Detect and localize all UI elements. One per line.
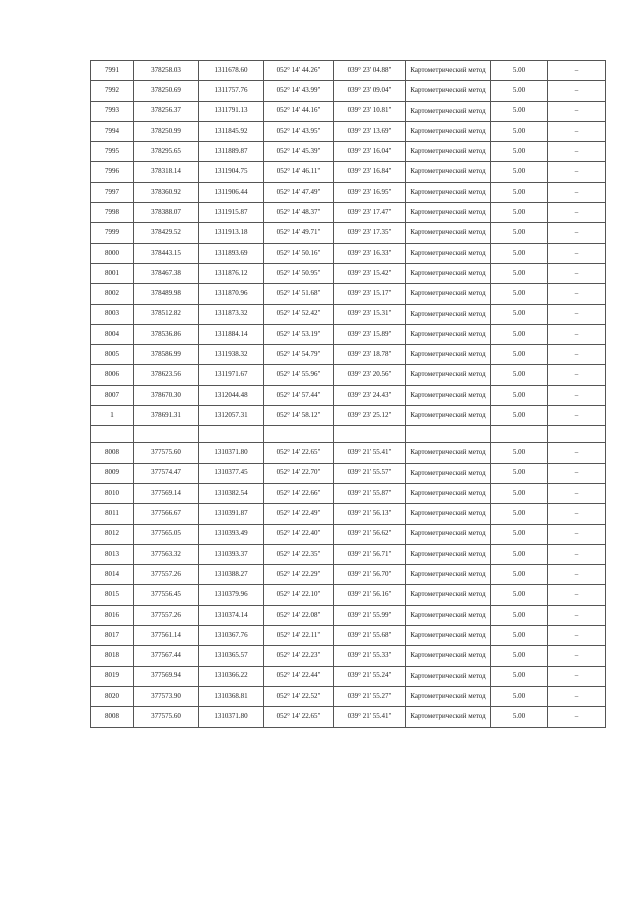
y-coordinate-cell: 1310393.49 (199, 524, 264, 544)
latitude-cell: 052° 14' 22.11" (264, 626, 334, 646)
longitude-cell: 039° 23' 25.12" (334, 406, 406, 426)
latitude-cell: 052° 14' 43.99" (264, 81, 334, 101)
y-coordinate-cell: 1311873.32 (199, 304, 264, 324)
accuracy-cell: 5.00 (491, 162, 548, 182)
longitude-cell: 039° 23' 15.42" (334, 263, 406, 283)
point-number-cell: 8017 (91, 626, 134, 646)
y-coordinate-cell: 1310371.80 (199, 443, 264, 463)
latitude-cell: 052° 14' 55.96" (264, 365, 334, 385)
note-cell: – (548, 304, 606, 324)
y-coordinate-cell: 1311845.92 (199, 121, 264, 141)
longitude-cell: 039° 23' 16.95" (334, 182, 406, 202)
y-coordinate-cell: 1310391.87 (199, 504, 264, 524)
longitude-cell: 039° 21' 55.68" (334, 626, 406, 646)
method-cell: Картометрический метод (406, 182, 491, 202)
point-number-cell: 8009 (91, 463, 134, 483)
point-number-cell: 8007 (91, 385, 134, 405)
latitude-cell: 052° 14' 53.19" (264, 324, 334, 344)
longitude-cell: 039° 21' 56.13" (334, 504, 406, 524)
x-coordinate-cell: 378670.30 (134, 385, 199, 405)
table-row (91, 263, 606, 283)
y-coordinate-cell: 1312057.31 (199, 406, 264, 426)
x-coordinate-cell: 377569.94 (134, 666, 199, 686)
table-row (91, 365, 606, 385)
latitude-cell: 052° 14' 22.23" (264, 646, 334, 666)
y-coordinate-cell: 1310393.37 (199, 544, 264, 564)
empty-cell (199, 426, 264, 443)
y-coordinate-cell: 1310365.57 (199, 646, 264, 666)
note-cell: – (548, 686, 606, 706)
longitude-cell: 039° 21' 55.41" (334, 443, 406, 463)
note-cell: – (548, 666, 606, 686)
method-cell: Картометрический метод (406, 626, 491, 646)
method-cell: Картометрический метод (406, 686, 491, 706)
accuracy-cell: 5.00 (491, 605, 548, 625)
latitude-cell: 052° 14' 44.16" (264, 101, 334, 121)
empty-cell (548, 426, 606, 443)
accuracy-cell: 5.00 (491, 666, 548, 686)
method-cell: Картометрический метод (406, 504, 491, 524)
point-number-cell: 7998 (91, 203, 134, 223)
longitude-cell: 039° 21' 55.99" (334, 605, 406, 625)
accuracy-cell: 5.00 (491, 707, 548, 727)
latitude-cell: 052° 14' 52.42" (264, 304, 334, 324)
x-coordinate-cell: 378318.14 (134, 162, 199, 182)
latitude-cell: 052° 14' 47.49" (264, 182, 334, 202)
note-cell: – (548, 365, 606, 385)
method-cell: Картометрический метод (406, 406, 491, 426)
method-cell: Картометрический метод (406, 101, 491, 121)
y-coordinate-cell: 1311884.14 (199, 324, 264, 344)
method-cell: Картометрический метод (406, 223, 491, 243)
latitude-cell: 052° 14' 50.95" (264, 263, 334, 283)
y-coordinate-cell: 1312044.48 (199, 385, 264, 405)
method-cell: Картометрический метод (406, 524, 491, 544)
table-row (91, 385, 606, 405)
note-cell: – (548, 284, 606, 304)
note-cell: – (548, 121, 606, 141)
latitude-cell: 052° 14' 51.68" (264, 284, 334, 304)
method-cell: Картометрический метод (406, 142, 491, 162)
latitude-cell: 052° 14' 22.49" (264, 504, 334, 524)
y-coordinate-cell: 1310377.45 (199, 463, 264, 483)
note-cell: – (548, 406, 606, 426)
longitude-cell: 039° 23' 18.78" (334, 345, 406, 365)
longitude-cell: 039° 21' 56.62" (334, 524, 406, 544)
note-cell: – (548, 463, 606, 483)
latitude-cell: 052° 14' 58.12" (264, 406, 334, 426)
method-cell: Картометрический метод (406, 666, 491, 686)
x-coordinate-cell: 378467.38 (134, 263, 199, 283)
longitude-cell: 039° 23' 24.43" (334, 385, 406, 405)
point-number-cell: 8003 (91, 304, 134, 324)
method-cell: Картометрический метод (406, 345, 491, 365)
x-coordinate-cell: 377573.90 (134, 686, 199, 706)
accuracy-cell: 5.00 (491, 524, 548, 544)
latitude-cell: 052° 14' 22.52" (264, 686, 334, 706)
x-coordinate-cell: 378443.15 (134, 243, 199, 263)
table-row (91, 626, 606, 646)
note-cell: – (548, 142, 606, 162)
table-row (91, 646, 606, 666)
method-cell: Картометрический метод (406, 61, 491, 81)
longitude-cell: 039° 21' 56.71" (334, 544, 406, 564)
table-row (91, 544, 606, 564)
separator-row (91, 426, 606, 443)
longitude-cell: 039° 23' 17.35" (334, 223, 406, 243)
table-row (91, 605, 606, 625)
longitude-cell: 039° 21' 55.27" (334, 686, 406, 706)
point-number-cell: 8008 (91, 707, 134, 727)
y-coordinate-cell: 1310366.22 (199, 666, 264, 686)
latitude-cell: 052° 14' 54.79" (264, 345, 334, 365)
table-row (91, 707, 606, 727)
accuracy-cell: 5.00 (491, 345, 548, 365)
x-coordinate-cell: 377569.14 (134, 483, 199, 503)
x-coordinate-cell: 378258.03 (134, 61, 199, 81)
latitude-cell: 052° 14' 22.29" (264, 565, 334, 585)
point-number-cell: 7999 (91, 223, 134, 243)
x-coordinate-cell: 378429.52 (134, 223, 199, 243)
note-cell: – (548, 385, 606, 405)
y-coordinate-cell: 1311913.18 (199, 223, 264, 243)
note-cell: – (548, 605, 606, 625)
empty-cell (91, 426, 134, 443)
latitude-cell: 052° 14' 46.11" (264, 162, 334, 182)
method-cell: Картометрический метод (406, 646, 491, 666)
note-cell: – (548, 544, 606, 564)
empty-cell (264, 426, 334, 443)
longitude-cell: 039° 23' 15.17" (334, 284, 406, 304)
accuracy-cell: 5.00 (491, 304, 548, 324)
table-row (91, 203, 606, 223)
note-cell: – (548, 101, 606, 121)
accuracy-cell: 5.00 (491, 365, 548, 385)
point-number-cell: 8019 (91, 666, 134, 686)
accuracy-cell: 5.00 (491, 263, 548, 283)
x-coordinate-cell: 377567.44 (134, 646, 199, 666)
method-cell: Картометрический метод (406, 203, 491, 223)
point-number-cell: 8002 (91, 284, 134, 304)
point-number-cell: 8014 (91, 565, 134, 585)
latitude-cell: 052° 14' 22.65" (264, 707, 334, 727)
table-row (91, 182, 606, 202)
empty-cell (134, 426, 199, 443)
point-number-cell: 8004 (91, 324, 134, 344)
accuracy-cell: 5.00 (491, 121, 548, 141)
coordinate-table (90, 60, 606, 728)
longitude-cell: 039° 23' 17.47" (334, 203, 406, 223)
note-cell: – (548, 626, 606, 646)
longitude-cell: 039° 23' 20.56" (334, 365, 406, 385)
table-row (91, 162, 606, 182)
longitude-cell: 039° 21' 56.70" (334, 565, 406, 585)
empty-cell (491, 426, 548, 443)
longitude-cell: 039° 21' 55.33" (334, 646, 406, 666)
accuracy-cell: 5.00 (491, 223, 548, 243)
point-number-cell: 8006 (91, 365, 134, 385)
note-cell: – (548, 565, 606, 585)
table-row (91, 61, 606, 81)
note-cell: – (548, 443, 606, 463)
point-number-cell: 7995 (91, 142, 134, 162)
point-number-cell: 7993 (91, 101, 134, 121)
x-coordinate-cell: 377557.26 (134, 605, 199, 625)
accuracy-cell: 5.00 (491, 385, 548, 405)
y-coordinate-cell: 1311757.76 (199, 81, 264, 101)
method-cell: Картометрический метод (406, 483, 491, 503)
accuracy-cell: 5.00 (491, 565, 548, 585)
note-cell: – (548, 646, 606, 666)
table-row (91, 443, 606, 463)
note-cell: – (548, 223, 606, 243)
accuracy-cell: 5.00 (491, 101, 548, 121)
x-coordinate-cell: 378388.07 (134, 203, 199, 223)
x-coordinate-cell: 378512.82 (134, 304, 199, 324)
point-number-cell: 7997 (91, 182, 134, 202)
point-number-cell: 8010 (91, 483, 134, 503)
table-body (91, 61, 606, 728)
accuracy-cell: 5.00 (491, 61, 548, 81)
latitude-cell: 052° 14' 22.70" (264, 463, 334, 483)
latitude-cell: 052° 14' 22.44" (264, 666, 334, 686)
table-row (91, 666, 606, 686)
latitude-cell: 052° 14' 22.10" (264, 585, 334, 605)
longitude-cell: 039° 23' 09.04" (334, 81, 406, 101)
point-number-cell: 8012 (91, 524, 134, 544)
point-number-cell: 8001 (91, 263, 134, 283)
y-coordinate-cell: 1311678.60 (199, 61, 264, 81)
accuracy-cell: 5.00 (491, 243, 548, 263)
accuracy-cell: 5.00 (491, 544, 548, 564)
x-coordinate-cell: 377575.60 (134, 707, 199, 727)
point-number-cell: 7994 (91, 121, 134, 141)
y-coordinate-cell: 1311904.75 (199, 162, 264, 182)
latitude-cell: 052° 14' 22.40" (264, 524, 334, 544)
longitude-cell: 039° 23' 13.69" (334, 121, 406, 141)
table-row (91, 524, 606, 544)
table-row (91, 284, 606, 304)
y-coordinate-cell: 1311971.67 (199, 365, 264, 385)
y-coordinate-cell: 1311893.69 (199, 243, 264, 263)
x-coordinate-cell: 378536.86 (134, 324, 199, 344)
x-coordinate-cell: 378623.56 (134, 365, 199, 385)
method-cell: Картометрический метод (406, 81, 491, 101)
longitude-cell: 039° 21' 55.41" (334, 707, 406, 727)
longitude-cell: 039° 23' 16.84" (334, 162, 406, 182)
accuracy-cell: 5.00 (491, 483, 548, 503)
table-row (91, 101, 606, 121)
table-row (91, 504, 606, 524)
table-row (91, 345, 606, 365)
table-row (91, 243, 606, 263)
accuracy-cell: 5.00 (491, 182, 548, 202)
note-cell: – (548, 61, 606, 81)
y-coordinate-cell: 1310379.96 (199, 585, 264, 605)
latitude-cell: 052° 14' 50.16" (264, 243, 334, 263)
method-cell: Картометрический метод (406, 243, 491, 263)
latitude-cell: 052° 14' 22.65" (264, 443, 334, 463)
method-cell: Картометрический метод (406, 463, 491, 483)
table-row (91, 565, 606, 585)
longitude-cell: 039° 23' 15.89" (334, 324, 406, 344)
accuracy-cell: 5.00 (491, 324, 548, 344)
point-number-cell: 7992 (91, 81, 134, 101)
method-cell: Картометрический метод (406, 121, 491, 141)
longitude-cell: 039° 21' 55.57" (334, 463, 406, 483)
method-cell: Картометрический метод (406, 707, 491, 727)
accuracy-cell: 5.00 (491, 585, 548, 605)
table-row (91, 463, 606, 483)
note-cell: – (548, 524, 606, 544)
x-coordinate-cell: 377563.32 (134, 544, 199, 564)
method-cell: Картометрический метод (406, 284, 491, 304)
y-coordinate-cell: 1311915.87 (199, 203, 264, 223)
note-cell: – (548, 263, 606, 283)
y-coordinate-cell: 1310382.54 (199, 483, 264, 503)
longitude-cell: 039° 21' 55.87" (334, 483, 406, 503)
longitude-cell: 039° 23' 15.31" (334, 304, 406, 324)
y-coordinate-cell: 1310388.27 (199, 565, 264, 585)
x-coordinate-cell: 377575.60 (134, 443, 199, 463)
latitude-cell: 052° 14' 48.37" (264, 203, 334, 223)
x-coordinate-cell: 378489.98 (134, 284, 199, 304)
note-cell: – (548, 324, 606, 344)
longitude-cell: 039° 23' 16.33" (334, 243, 406, 263)
latitude-cell: 052° 14' 49.71" (264, 223, 334, 243)
y-coordinate-cell: 1310371.80 (199, 707, 264, 727)
y-coordinate-cell: 1311791.13 (199, 101, 264, 121)
note-cell: – (548, 203, 606, 223)
table-row (91, 406, 606, 426)
accuracy-cell: 5.00 (491, 626, 548, 646)
note-cell: – (548, 585, 606, 605)
accuracy-cell: 5.00 (491, 81, 548, 101)
x-coordinate-cell: 377561.14 (134, 626, 199, 646)
x-coordinate-cell: 378250.99 (134, 121, 199, 141)
y-coordinate-cell: 1310368.81 (199, 686, 264, 706)
method-cell: Картометрический метод (406, 365, 491, 385)
point-number-cell: 8018 (91, 646, 134, 666)
point-number-cell: 8015 (91, 585, 134, 605)
latitude-cell: 052° 14' 22.35" (264, 544, 334, 564)
note-cell: – (548, 162, 606, 182)
note-cell: – (548, 243, 606, 263)
table-row (91, 304, 606, 324)
x-coordinate-cell: 377574.47 (134, 463, 199, 483)
method-cell: Картометрический метод (406, 605, 491, 625)
x-coordinate-cell: 377557.26 (134, 565, 199, 585)
point-number-cell: 8020 (91, 686, 134, 706)
accuracy-cell: 5.00 (491, 443, 548, 463)
table-row (91, 686, 606, 706)
point-number-cell: 8016 (91, 605, 134, 625)
latitude-cell: 052° 14' 44.26" (264, 61, 334, 81)
latitude-cell: 052° 14' 57.44" (264, 385, 334, 405)
method-cell: Картометрический метод (406, 443, 491, 463)
y-coordinate-cell: 1311938.32 (199, 345, 264, 365)
longitude-cell: 039° 21' 56.16" (334, 585, 406, 605)
table-row (91, 585, 606, 605)
x-coordinate-cell: 378250.69 (134, 81, 199, 101)
y-coordinate-cell: 1311870.96 (199, 284, 264, 304)
x-coordinate-cell: 377556.45 (134, 585, 199, 605)
x-coordinate-cell: 378691.31 (134, 406, 199, 426)
longitude-cell: 039° 23' 10.81" (334, 101, 406, 121)
accuracy-cell: 5.00 (491, 504, 548, 524)
x-coordinate-cell: 378360.92 (134, 182, 199, 202)
longitude-cell: 039° 21' 55.24" (334, 666, 406, 686)
table-row (91, 142, 606, 162)
point-number-cell: 7996 (91, 162, 134, 182)
method-cell: Картометрический метод (406, 324, 491, 344)
longitude-cell: 039° 23' 16.04" (334, 142, 406, 162)
accuracy-cell: 5.00 (491, 686, 548, 706)
table-row (91, 81, 606, 101)
y-coordinate-cell: 1311889.87 (199, 142, 264, 162)
table-row (91, 121, 606, 141)
method-cell: Картометрический метод (406, 565, 491, 585)
accuracy-cell: 5.00 (491, 203, 548, 223)
accuracy-cell: 5.00 (491, 646, 548, 666)
x-coordinate-cell: 378256.37 (134, 101, 199, 121)
accuracy-cell: 5.00 (491, 142, 548, 162)
method-cell: Картометрический метод (406, 162, 491, 182)
accuracy-cell: 5.00 (491, 406, 548, 426)
empty-cell (334, 426, 406, 443)
method-cell: Картометрический метод (406, 263, 491, 283)
point-number-cell: 8008 (91, 443, 134, 463)
method-cell: Картометрический метод (406, 544, 491, 564)
x-coordinate-cell: 377566.67 (134, 504, 199, 524)
longitude-cell: 039° 23' 04.88" (334, 61, 406, 81)
y-coordinate-cell: 1310367.76 (199, 626, 264, 646)
x-coordinate-cell: 377565.05 (134, 524, 199, 544)
note-cell: – (548, 483, 606, 503)
note-cell: – (548, 345, 606, 365)
method-cell: Картометрический метод (406, 385, 491, 405)
point-number-cell: 1 (91, 406, 134, 426)
empty-cell (406, 426, 491, 443)
table-row (91, 324, 606, 344)
method-cell: Картометрический метод (406, 585, 491, 605)
accuracy-cell: 5.00 (491, 284, 548, 304)
method-cell: Картометрический метод (406, 304, 491, 324)
x-coordinate-cell: 378295.65 (134, 142, 199, 162)
latitude-cell: 052° 14' 45.39" (264, 142, 334, 162)
point-number-cell: 8005 (91, 345, 134, 365)
note-cell: – (548, 81, 606, 101)
accuracy-cell: 5.00 (491, 463, 548, 483)
point-number-cell: 8013 (91, 544, 134, 564)
latitude-cell: 052° 14' 43.95" (264, 121, 334, 141)
latitude-cell: 052° 14' 22.08" (264, 605, 334, 625)
point-number-cell: 8000 (91, 243, 134, 263)
note-cell: – (548, 504, 606, 524)
table-row (91, 223, 606, 243)
y-coordinate-cell: 1311906.44 (199, 182, 264, 202)
y-coordinate-cell: 1310374.14 (199, 605, 264, 625)
table-row (91, 483, 606, 503)
latitude-cell: 052° 14' 22.66" (264, 483, 334, 503)
x-coordinate-cell: 378586.99 (134, 345, 199, 365)
note-cell: – (548, 707, 606, 727)
note-cell: – (548, 182, 606, 202)
point-number-cell: 7991 (91, 61, 134, 81)
y-coordinate-cell: 1311876.12 (199, 263, 264, 283)
point-number-cell: 8011 (91, 504, 134, 524)
